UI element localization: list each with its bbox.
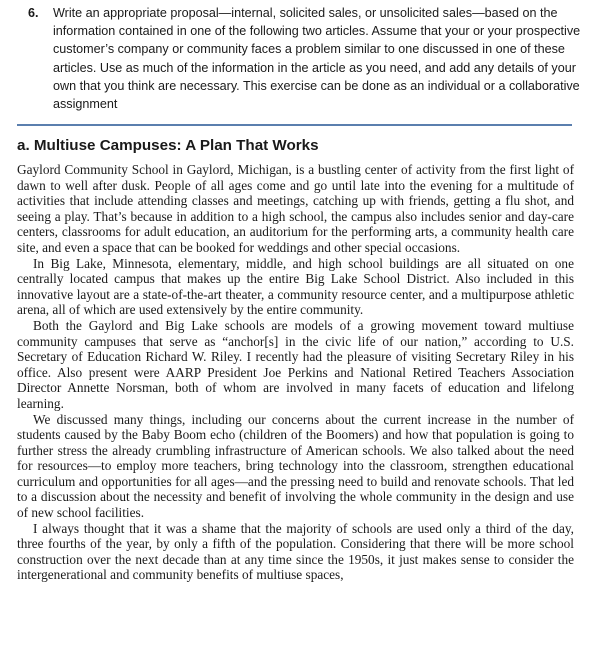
article-paragraph: Both the Gaylord and Big Lake schools are models of a growing movement toward multiuse community campuses that serve as “anchor[s] in the civic life of our nation,” according to U.S. Secretary of Education Richard W. Riley. I recently had the pleasure of visiting Secretary Riley in his office. Also present were AARP President Joe Perkins and National Retired Teachers Association Director Annette Norsman, both of whom are involved in many facets of education and lifelong learning. [17,317,574,411]
article-body [17,162,574,583]
article-title: a. Multiuse Campuses: A Plan That Works [17,137,319,154]
article-paragraph: Gaylord Community School in Gaylord, Michigan, is a bustling center of activity from the first light of dawn to well after dusk. People of all ages come and go until late into the evening for a multitude of activities that include attending classes and meetings, catching up with friends, getting a flu shot, and seeing a play. That’s because in addition to a high school, the campus also includes senior and day-care centers, classrooms for adult education, an auditorium for the performing arts, a community health care site, and even a space that can be booked for weddings and other special occasions. [17,162,574,255]
exercise-number: 6. [28,6,39,20]
exercise-text: Write an appropriate proposal—internal, solicited sales, or unsolicited sales—based on the information contained in one of the following two articles. Assume that your or your prospective customer’s company or community faces a problem similar to one discussed in one of these articles. Use as much of the information in the article as you need, and add any details of your own that you think are necessary. This exercise can be done as an individual or a collaborative assignment [53,6,581,112]
article-paragraph: We discussed many things, including our concerns about the current increase in the number of students caused by the Baby Boom echo (children of the Boomers) and how that population is going to further stress the already crumbling infrastructure of American schools. We also talked about the need for resources—to employ more teachers, bring technology into the classroom, strengthen educational curriculum and opportunities for all ages—and the pressing need to build and renovate schools. That led to a discussion about the necessity and benefit of involving the whole community in the design and use of new school facilities. [17,411,574,521]
exercise-block [28,4,588,113]
article-paragraph: I always thought that it was a shame that the majority of schools are used only a third of the day, three fourths of the year, by only a fifth of the population. Considering that there will be more school construction over the next decade than at any time since the 1950s, it just makes sense to consider the intergenerational and community benefits of multiuse spaces, [17,520,574,583]
article-paragraph: In Big Lake, Minnesota, elementary, middle, and high school buildings are all situated on one centrally located campus that makes up the entire Big Lake School District. Also included in this innovative layout are a state-of-the-art theater, a community resource center, and a multipurpose athletic arena, all of which are used extensively by the entire community. [17,255,574,318]
section-divider [17,124,572,126]
